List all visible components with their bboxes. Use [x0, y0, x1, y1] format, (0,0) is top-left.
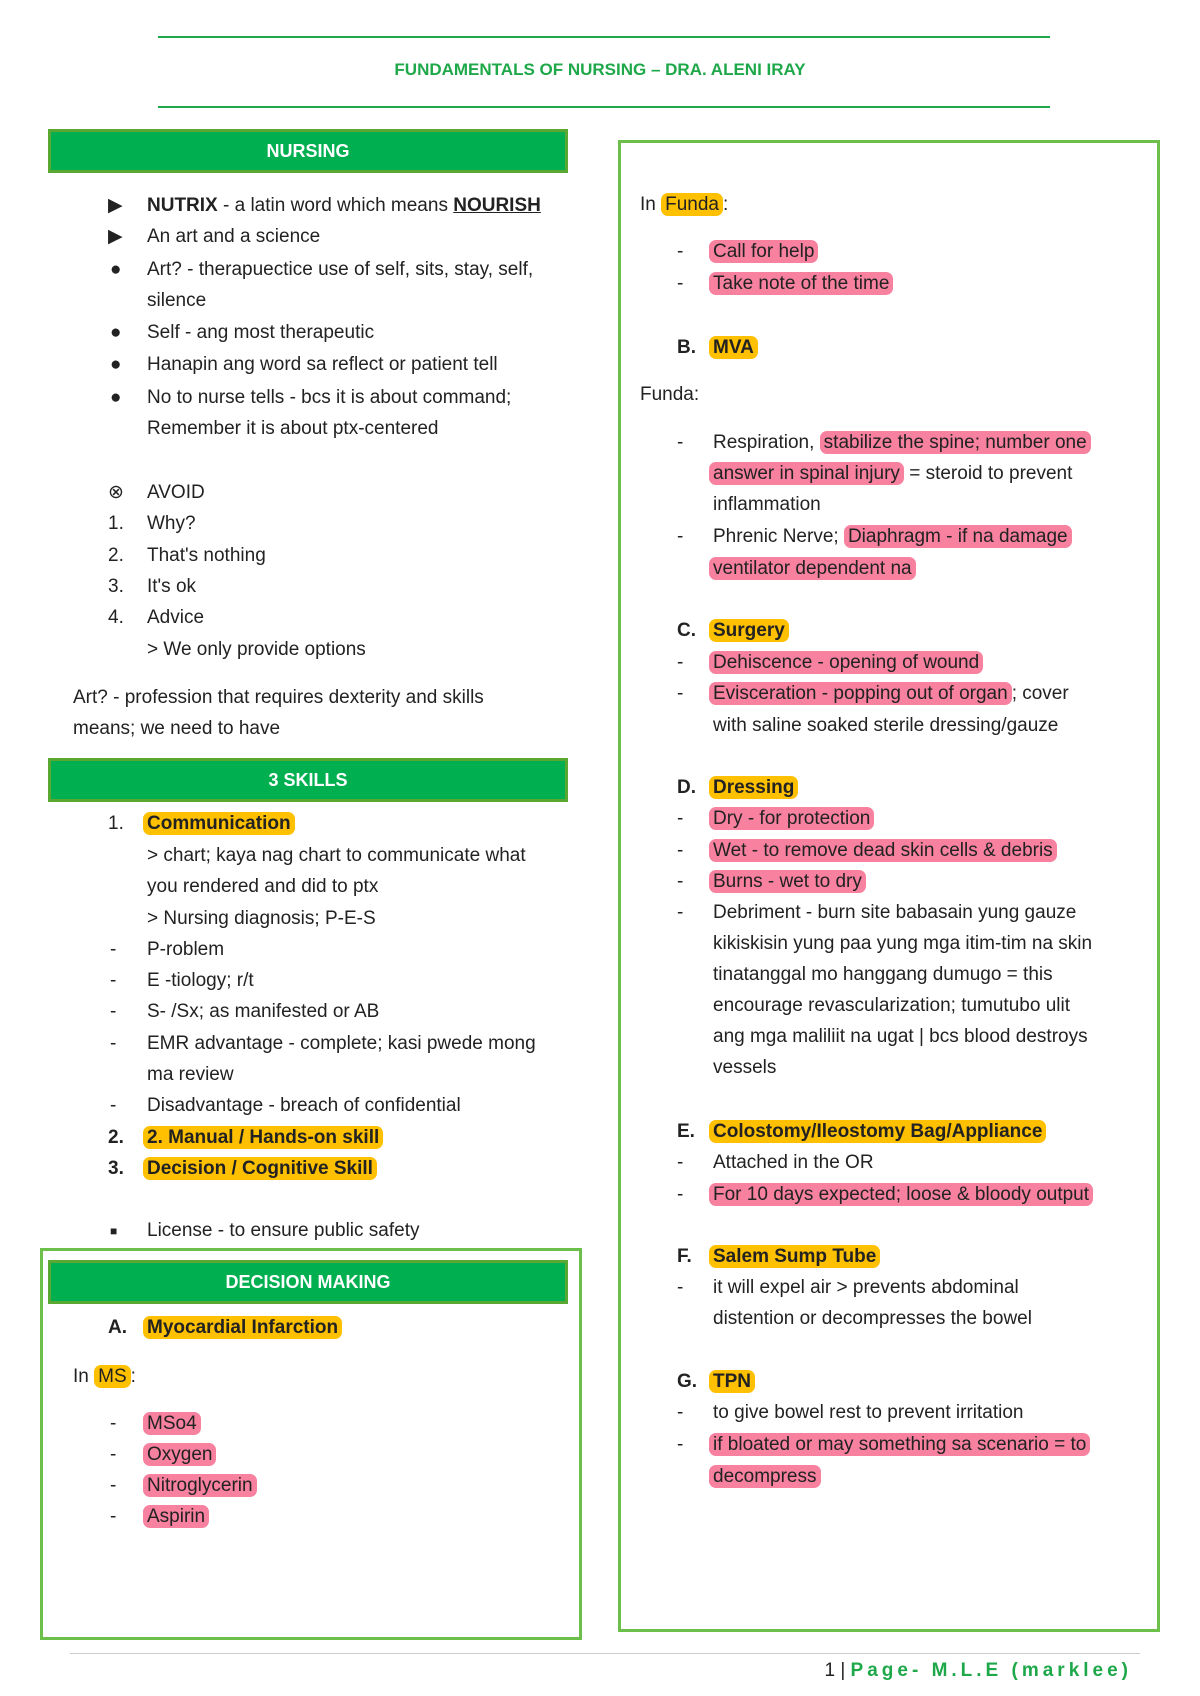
highlight-funda: Funda — [661, 193, 723, 216]
dash-bullet: - — [677, 902, 684, 923]
nourish-word: NOURISH — [453, 195, 541, 216]
highlight-bloated: if bloated or may something sa scenario = to — [709, 1433, 1090, 1456]
in-label: In — [640, 194, 662, 215]
list-number: 2. — [108, 1127, 124, 1148]
emr-line: EMR advantage - complete; kasi pwede mong — [147, 1033, 536, 1054]
dressing-item — [709, 808, 874, 830]
emr-line-cont: ma review — [147, 1064, 234, 1085]
respiration-line-cont — [709, 463, 1072, 485]
dash-bullet: - — [677, 683, 684, 704]
section-heading-decision-making: DECISION MAKING — [48, 1260, 568, 1304]
skill-communication — [143, 813, 295, 835]
surgery-heading — [709, 620, 789, 642]
dash-bullet: - — [677, 273, 684, 294]
highlight-dressing-item: Burns - wet to dry — [709, 870, 866, 893]
dressing-item — [709, 871, 866, 893]
list-letter: F. — [677, 1246, 692, 1267]
header-top-rule — [158, 36, 1050, 38]
bullet-dot-icon: ● — [110, 322, 122, 343]
options-note: > We only provide options — [147, 639, 366, 660]
ten-days-line — [709, 1184, 1093, 1206]
dash-bullet: - — [110, 1506, 117, 1527]
highlight-diaphragm: Diaphragm - if na damage — [844, 525, 1072, 548]
avoid-icon: ⊗ — [108, 482, 124, 503]
hanapin-line: Hanapin ang word sa reflect or patient tell — [147, 354, 498, 375]
dash-bullet: - — [110, 1033, 117, 1054]
in-ms-line — [73, 1366, 136, 1388]
decision-making-box — [40, 1248, 582, 1640]
footer-rule — [70, 1653, 1140, 1654]
list-number: 4. — [108, 607, 124, 628]
profession-line-cont: means; we need to have — [73, 718, 281, 739]
bullet-dot-icon: ● — [110, 387, 122, 408]
dash-bullet: - — [110, 970, 117, 991]
highlight-dressing-item: Dry - for protection — [709, 807, 874, 830]
in-label: In — [73, 1366, 95, 1387]
list-letter: B. — [677, 337, 696, 358]
highlight-ms-item: Aspirin — [143, 1505, 209, 1528]
bullet-dot-icon: ● — [110, 259, 122, 280]
debridement-line-cont: tinatanggal mo hanggang dumugo = this — [713, 964, 1053, 985]
phrenic-line — [713, 526, 1072, 548]
dash-bullet: - — [677, 241, 684, 262]
section-heading-nursing: NURSING — [48, 129, 568, 173]
highlight-dehiscence: Dehiscence - opening of wound — [709, 651, 983, 674]
cover-text: ; cover — [1011, 683, 1069, 704]
bullet-dot-icon: ● — [110, 354, 122, 375]
highlight-colostomy: Colostomy/Ileostomy Bag/Appliance — [709, 1120, 1046, 1143]
skill-manual — [143, 1127, 383, 1149]
ms-item — [143, 1475, 257, 1497]
highlight-ms-item: Nitroglycerin — [143, 1474, 257, 1497]
chart-line-cont: you rendered and did to ptx — [147, 876, 379, 897]
dash-bullet: - — [677, 840, 684, 861]
highlight-dressing-item: Wet - to remove dead skin cells & debris — [709, 839, 1057, 862]
dressing-heading — [709, 777, 798, 799]
nurse-tells-line-cont: Remember it is about ptx-centered — [147, 418, 439, 439]
bloated-line — [709, 1434, 1090, 1456]
dash-bullet: - — [110, 1475, 117, 1496]
avoid-item: It's ok — [147, 576, 197, 597]
list-number: 3. — [108, 1158, 124, 1179]
avoid-item: Why? — [147, 513, 196, 534]
highlight-decompress: decompress — [709, 1465, 821, 1488]
respiration-line — [713, 432, 1091, 454]
pes-item: P-roblem — [147, 939, 225, 960]
highlight-decision-skill: Decision / Cognitive Skill — [143, 1157, 377, 1180]
highlight-communication: Communication — [143, 812, 295, 835]
document-title: FUNDAMENTALS OF NURSING – DRA. ALENI IRAY — [394, 60, 806, 79]
art-therapeutic-line-cont: silence — [147, 290, 207, 311]
myocardial-infarction — [143, 1317, 342, 1339]
mva-heading — [709, 337, 758, 359]
self-line: Self - ang most therapeutic — [147, 322, 375, 343]
highlight-take-note: Take note of the time — [709, 272, 893, 295]
avoid-heading: AVOID — [147, 482, 205, 503]
highlight-manual-skill: 2. Manual / Hands-on skill — [143, 1126, 383, 1149]
arrow-bullet-icon: ▶ — [108, 195, 123, 216]
nursing-diagnosis-line: > Nursing diagnosis; P-E-S — [147, 908, 376, 929]
section-heading-3-skills: 3 SKILLS — [48, 758, 568, 802]
ms-item — [143, 1413, 201, 1435]
debridement-line-cont: kikiskisin yung paa yung mga itim-tim na skin — [713, 933, 1093, 954]
dash-bullet: - — [677, 1152, 684, 1173]
pes-item: E -tiology; r/t — [147, 970, 254, 991]
avoid-item: Advice — [147, 607, 205, 628]
dash-bullet: - — [677, 526, 684, 547]
list-letter: E. — [677, 1121, 695, 1142]
highlight-mi: Myocardial Infarction — [143, 1316, 342, 1339]
arrow-bullet-icon: ▶ — [108, 226, 123, 247]
colon: : — [723, 194, 729, 215]
highlight-ms: MS — [94, 1365, 131, 1388]
evisceration-line — [709, 683, 1069, 705]
page-label: Page- M.L.E (marklee) — [850, 1660, 1132, 1681]
debridement-line-cont: vessels — [713, 1057, 777, 1078]
list-letter: A. — [108, 1317, 127, 1338]
dash-bullet: - — [110, 939, 117, 960]
respiration-line-cont: inflammation — [713, 494, 821, 515]
in-funda-line — [640, 194, 728, 216]
respiration-text: Respiration, — [713, 432, 820, 453]
highlight-ventilator: ventilator dependent na — [709, 557, 916, 580]
highlight-spinal-injury: answer in spinal injury — [709, 462, 904, 485]
tpn-heading — [709, 1371, 755, 1393]
salem-line-cont: distention or decompresses the bowel — [713, 1308, 1032, 1329]
page-number: 1 | — [824, 1660, 851, 1681]
dash-bullet: - — [677, 1184, 684, 1205]
highlight-stabilize-spine: stabilize the spine; number one — [820, 431, 1091, 454]
colostomy-heading — [709, 1121, 1046, 1143]
salem-heading — [709, 1246, 880, 1268]
ms-item — [143, 1506, 209, 1528]
salem-line: it will expel air > prevents abdominal — [713, 1277, 1019, 1298]
list-letter: C. — [677, 620, 696, 641]
page-footer — [824, 1660, 1132, 1682]
dash-bullet: - — [110, 1413, 117, 1434]
header-bottom-rule — [158, 106, 1050, 108]
list-letter: D. — [677, 777, 696, 798]
bloated-line-cont — [709, 1466, 821, 1488]
highlight-surgery: Surgery — [709, 619, 789, 642]
highlight-tpn: TPN — [709, 1370, 755, 1393]
nutrix-term: NUTRIX — [147, 195, 218, 216]
highlight-salem: Salem Sump Tube — [709, 1245, 880, 1268]
debridement-line: Debriment - burn site babasain yung gauze — [713, 902, 1077, 923]
list-number: 1. — [108, 513, 124, 534]
chart-line: > chart; kaya nag chart to communicate what — [147, 845, 526, 866]
tpn-line: to give bowel rest to prevent irritation — [713, 1402, 1024, 1423]
highlight-mva: MVA — [709, 336, 758, 359]
license-line: License - to ensure public safety — [147, 1220, 420, 1241]
square-bullet-icon: ■ — [110, 1224, 118, 1238]
dash-bullet: - — [677, 1402, 684, 1423]
disadvantage-line: Disadvantage - breach of confidential — [147, 1095, 461, 1116]
debridement-line-cont: ang mga maliliit na ugat | bcs blood destroys — [713, 1026, 1088, 1047]
highlight-call-for-help: Call for help — [709, 240, 818, 263]
dash-bullet: - — [677, 871, 684, 892]
dehiscence-line — [709, 652, 983, 674]
phrenic-line-cont — [709, 558, 916, 580]
dash-bullet: - — [677, 1434, 684, 1455]
list-letter: G. — [677, 1371, 698, 1392]
dash-bullet: - — [677, 432, 684, 453]
attached-line: Attached in the OR — [713, 1152, 874, 1173]
highlight-10-days: For 10 days expected; loose & bloody output — [709, 1183, 1093, 1206]
steroid-text: = steroid to prevent — [903, 463, 1073, 484]
list-number: 2. — [108, 545, 124, 566]
dash-bullet: - — [110, 1095, 117, 1116]
dash-bullet: - — [110, 1001, 117, 1022]
ms-item — [143, 1444, 216, 1466]
evisceration-line-cont: with saline soaked sterile dressing/gauze — [713, 715, 1059, 736]
avoid-item: That's nothing — [147, 545, 266, 566]
nurse-tells-line: No to nurse tells - bcs it is about command; — [147, 387, 512, 408]
funda-item — [709, 241, 818, 263]
nutrix-line — [147, 195, 541, 217]
art-science-line: An art and a science — [147, 226, 321, 247]
dash-bullet: - — [677, 808, 684, 829]
profession-line: Art? - profession that requires dexterity and skills — [73, 687, 484, 708]
list-number: 1. — [108, 813, 124, 834]
dressing-item — [709, 840, 1057, 862]
colon: : — [130, 1366, 136, 1387]
nutrix-definition: - a latin word which means — [217, 195, 454, 216]
art-therapeutic-line: Art? - therapuectice use of self, sits, stay, self, — [147, 259, 534, 280]
funda-item — [709, 273, 893, 295]
debridement-line-cont: encourage revascularization; tumutubo ulit — [713, 995, 1070, 1016]
phrenic-text: Phrenic Nerve; — [713, 526, 844, 547]
pes-item: S- /Sx; as manifested or AB — [147, 1001, 380, 1022]
highlight-ms-item: MSo4 — [143, 1412, 201, 1435]
funda-label: Funda: — [640, 384, 700, 405]
skill-decision — [143, 1158, 377, 1180]
dash-bullet: - — [677, 1277, 684, 1298]
dash-bullet: - — [677, 652, 684, 673]
list-number: 3. — [108, 576, 124, 597]
dash-bullet: - — [110, 1444, 117, 1465]
highlight-dressing: Dressing — [709, 776, 798, 799]
highlight-evisceration: Evisceration - popping out of organ — [709, 682, 1012, 705]
highlight-ms-item: Oxygen — [143, 1443, 216, 1466]
